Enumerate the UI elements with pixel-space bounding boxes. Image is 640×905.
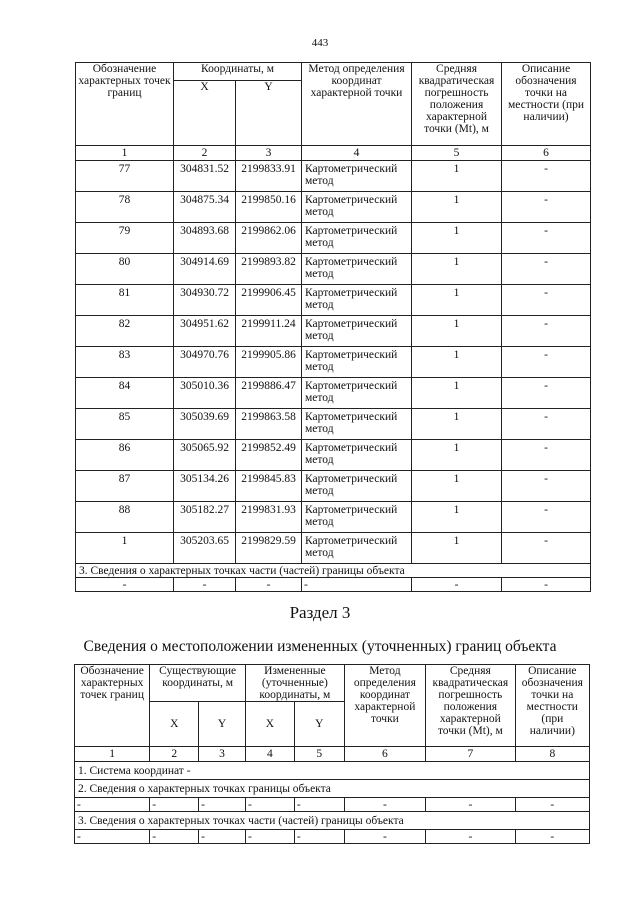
cell-error: 1 xyxy=(412,223,502,254)
dash-cell: - xyxy=(412,578,502,592)
cell-desc: - xyxy=(502,533,591,564)
col-number: 4 xyxy=(302,146,412,161)
cell-desc: - xyxy=(502,316,591,347)
cell-desc: - xyxy=(502,161,591,192)
header-existing: Существующие координаты, м xyxy=(150,665,246,702)
coordinate-system-label: 1. Система координат - xyxy=(75,762,590,780)
cell-point: 82 xyxy=(76,316,174,347)
cell-x: 305010.36 xyxy=(174,378,236,409)
cell-error: 1 xyxy=(412,285,502,316)
cell-method: Картометрический метод xyxy=(302,471,412,502)
cell-y: 2199893.82 xyxy=(236,254,302,285)
cell-x: 304930.72 xyxy=(174,285,236,316)
cell-method: Картометрический метод xyxy=(302,192,412,223)
parts-section-label: 3. Сведения о характерных точках части (частей) границы объекта xyxy=(76,564,591,578)
table-row xyxy=(76,254,591,285)
dash-cell: - xyxy=(150,830,199,844)
col-number: 2 xyxy=(150,747,199,762)
header-y: Y xyxy=(236,81,302,146)
cell-method: Картометрический метод xyxy=(302,378,412,409)
cell-y: 2199863.58 xyxy=(236,409,302,440)
cell-y: 2199852.49 xyxy=(236,440,302,471)
dash-cell: - xyxy=(344,830,425,844)
table-row xyxy=(76,502,591,533)
header-desc: Описание обозначения точки на местности (при наличии) xyxy=(502,63,591,146)
parts-section-label: 3. Сведения о характерных точках части (частей) границы объекта xyxy=(75,812,590,830)
cell-x: 304893.68 xyxy=(174,223,236,254)
cell-y: 2199831.93 xyxy=(236,502,302,533)
cell-y: 2199911.24 xyxy=(236,316,302,347)
header-x: X xyxy=(174,81,236,146)
table-row xyxy=(76,192,591,223)
header-error: Средняя квадратическая погрешность положения характерной точки (Mt), м xyxy=(426,665,516,747)
cell-desc: - xyxy=(502,347,591,378)
dash-cell: - xyxy=(75,798,150,812)
table-row xyxy=(76,409,591,440)
col-number: 3 xyxy=(236,146,302,161)
col-number: 5 xyxy=(294,747,344,762)
cell-error: 1 xyxy=(412,316,502,347)
dash-cell: - xyxy=(426,830,516,844)
cell-error: 1 xyxy=(412,502,502,533)
col-number: 4 xyxy=(245,747,294,762)
cell-desc: - xyxy=(502,440,591,471)
cell-method: Картометрический метод xyxy=(302,223,412,254)
dash-cell: - xyxy=(294,798,344,812)
cell-method: Картометрический метод xyxy=(302,440,412,471)
cell-y: 2199829.59 xyxy=(236,533,302,564)
cell-y: 2199862.06 xyxy=(236,223,302,254)
dash-cell: - xyxy=(245,798,294,812)
header-point: Обозначение характерных точек границ xyxy=(76,63,174,146)
cell-y: 2199833.91 xyxy=(236,161,302,192)
col-number: 1 xyxy=(75,747,150,762)
cell-point: 78 xyxy=(76,192,174,223)
table-row xyxy=(76,471,591,502)
cell-desc: - xyxy=(502,378,591,409)
cell-x: 305134.26 xyxy=(174,471,236,502)
header-point: Обозначение характерных точек границ xyxy=(75,665,150,747)
cell-error: 1 xyxy=(412,471,502,502)
cell-point: 81 xyxy=(76,285,174,316)
cell-method: Картометрический метод xyxy=(302,254,412,285)
cell-y: 2199906.45 xyxy=(236,285,302,316)
cell-y: 2199886.47 xyxy=(236,378,302,409)
cell-error: 1 xyxy=(412,378,502,409)
dash-cell: - xyxy=(294,830,344,844)
header-x: X xyxy=(150,702,199,747)
cell-x: 304970.76 xyxy=(174,347,236,378)
table-row xyxy=(76,161,591,192)
dash-cell: - xyxy=(174,578,236,592)
dash-cell: - xyxy=(236,578,302,592)
col-number: 6 xyxy=(502,146,591,161)
cell-y: 2199845.83 xyxy=(236,471,302,502)
col-number: 5 xyxy=(412,146,502,161)
dash-cell: - xyxy=(199,798,246,812)
cell-point: 87 xyxy=(76,471,174,502)
table-row xyxy=(76,578,591,592)
cell-desc: - xyxy=(502,502,591,533)
dash-cell: - xyxy=(150,798,199,812)
header-method: Метод определения координат характерной точки xyxy=(344,665,425,747)
dash-cell: - xyxy=(245,830,294,844)
section-title: Раздел 3 xyxy=(289,603,351,622)
cell-x: 304831.52 xyxy=(174,161,236,192)
page-number: 443 xyxy=(311,37,329,49)
cell-point: 77 xyxy=(76,161,174,192)
cell-desc: - xyxy=(502,254,591,285)
dash-cell: - xyxy=(302,578,412,592)
col-number: 6 xyxy=(344,747,425,762)
header-method: Метод определения координат характерной точки xyxy=(302,63,412,146)
col-number: 7 xyxy=(426,747,516,762)
coordinates-table xyxy=(75,62,591,592)
table-row xyxy=(76,347,591,378)
dash-cell: - xyxy=(515,798,589,812)
cell-point: 1 xyxy=(76,533,174,564)
cell-method: Картометрический метод xyxy=(302,285,412,316)
points-section-label: 2. Сведения о характерных точках границы объекта xyxy=(75,780,590,798)
header-coords: Координаты, м xyxy=(174,63,302,81)
cell-method: Картометрический метод xyxy=(302,409,412,440)
table-row xyxy=(76,533,591,564)
cell-x: 305182.27 xyxy=(174,502,236,533)
dash-cell: - xyxy=(344,798,425,812)
table-row xyxy=(75,830,590,844)
cell-method: Картометрический метод xyxy=(302,502,412,533)
table-row xyxy=(76,316,591,347)
cell-desc: - xyxy=(502,223,591,254)
cell-method: Картометрический метод xyxy=(302,161,412,192)
cell-error: 1 xyxy=(412,409,502,440)
col-number: 3 xyxy=(199,747,246,762)
table-row xyxy=(75,798,590,812)
col-number: 1 xyxy=(76,146,174,161)
dash-cell: - xyxy=(502,578,591,592)
cell-point: 80 xyxy=(76,254,174,285)
dash-cell: - xyxy=(426,798,516,812)
changed-boundaries-table xyxy=(74,664,590,844)
dash-cell: - xyxy=(75,830,150,844)
cell-point: 85 xyxy=(76,409,174,440)
cell-y: 2199850.16 xyxy=(236,192,302,223)
cell-error: 1 xyxy=(412,440,502,471)
cell-point: 83 xyxy=(76,347,174,378)
dash-cell: - xyxy=(199,830,246,844)
cell-error: 1 xyxy=(412,347,502,378)
header-y: Y xyxy=(294,702,344,747)
cell-method: Картометрический метод xyxy=(302,316,412,347)
cell-error: 1 xyxy=(412,192,502,223)
cell-point: 84 xyxy=(76,378,174,409)
header-y: Y xyxy=(199,702,246,747)
cell-desc: - xyxy=(502,285,591,316)
table-row xyxy=(76,285,591,316)
cell-method: Картометрический метод xyxy=(302,533,412,564)
header-x: X xyxy=(245,702,294,747)
table-row xyxy=(76,378,591,409)
cell-point: 79 xyxy=(76,223,174,254)
cell-error: 1 xyxy=(412,161,502,192)
col-number: 8 xyxy=(515,747,589,762)
cell-x: 304875.34 xyxy=(174,192,236,223)
cell-x: 305065.92 xyxy=(174,440,236,471)
header-desc: Описание обозначения точки на местности (при наличии) xyxy=(515,665,589,747)
table-row xyxy=(76,440,591,471)
cell-x: 305039.69 xyxy=(174,409,236,440)
section-subtitle: Сведения о местоположении измененных (уточненных) границ объекта xyxy=(83,638,557,655)
table-row xyxy=(76,223,591,254)
cell-x: 304951.62 xyxy=(174,316,236,347)
cell-y: 2199905.86 xyxy=(236,347,302,378)
dash-cell: - xyxy=(515,830,589,844)
cell-method: Картометрический метод xyxy=(302,347,412,378)
cell-desc: - xyxy=(502,471,591,502)
cell-error: 1 xyxy=(412,254,502,285)
cell-point: 88 xyxy=(76,502,174,533)
col-number: 2 xyxy=(174,146,236,161)
cell-desc: - xyxy=(502,409,591,440)
header-changed: Измененные (уточненные) координаты, м xyxy=(245,665,344,702)
header-error: Средняя квадратическая погрешность положения характерной точки (Mt), м xyxy=(412,63,502,146)
cell-error: 1 xyxy=(412,533,502,564)
dash-cell: - xyxy=(76,578,174,592)
cell-desc: - xyxy=(502,192,591,223)
cell-x: 304914.69 xyxy=(174,254,236,285)
cell-point: 86 xyxy=(76,440,174,471)
cell-x: 305203.65 xyxy=(174,533,236,564)
